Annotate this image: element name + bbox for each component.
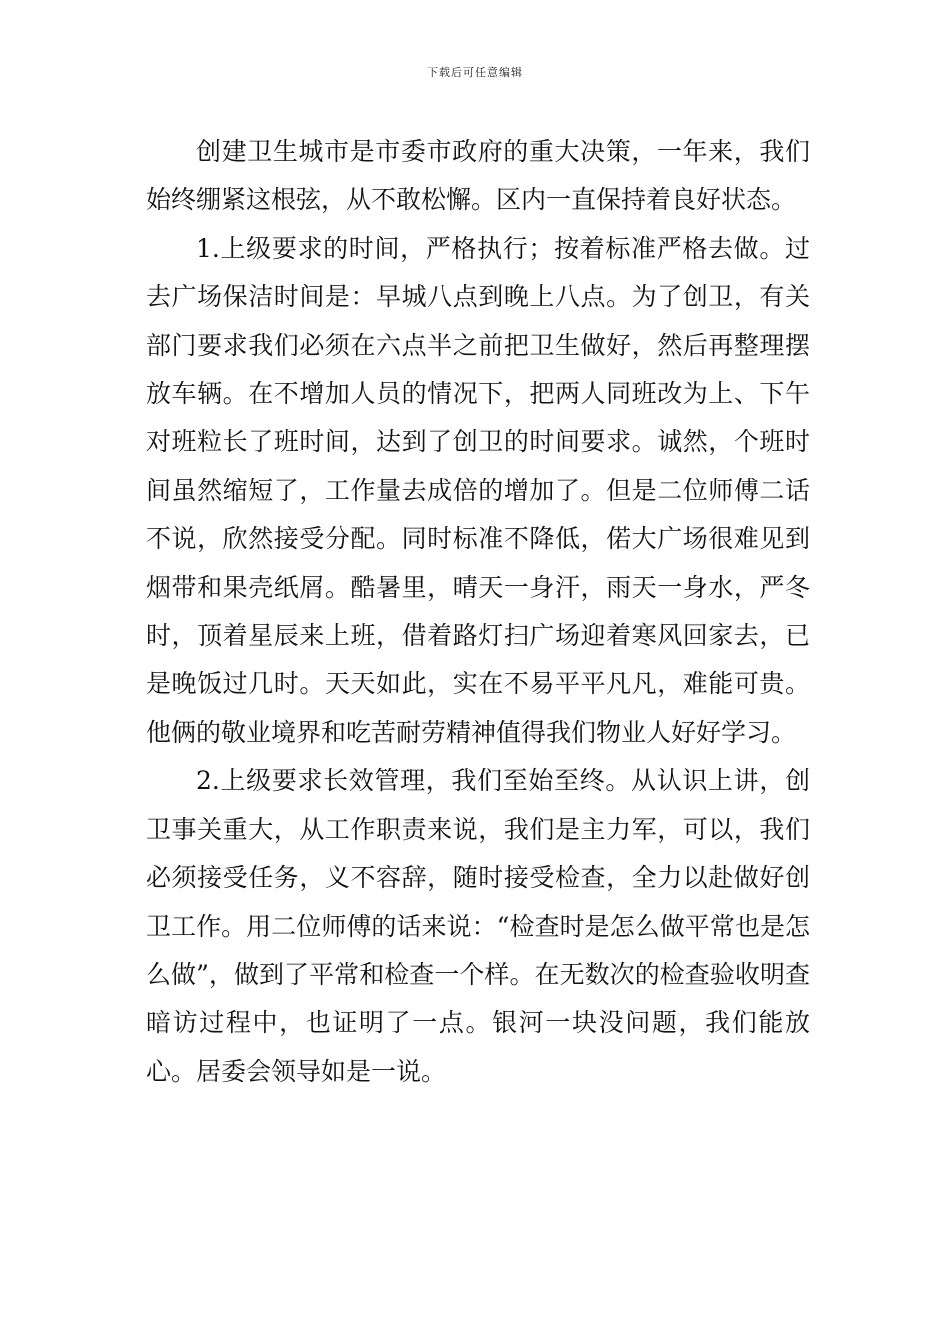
- paragraph-item-1: 1.上级要求的时间，严格执行；按着标准严格去做。过去广场保洁时间是：早城八点到晚上八点。为了创卫，有关部门要求我们必须在六点半之前把卫生做好，然后再整理摆放车辆。在不增加人员的情况下，把两人同班改为上、下午对班粒长了班时间，达到了创卫的时间要求。诚然，个班时间虽然缩短了，工作量去成倍的增加了。但是二位师傅二话不说，欣然接受分配。同时标准不降低，偌大广场很难见到烟带和果壳纸屑。酷暑里，晴天一身汗，雨天一身水，严冬时，顶着星辰来上班，借着路灯扫广场迎着寒风回家去，已是晚饭过几时。天天如此，实在不易平平凡凡，难能可贵。他俩的敬业境界和吃苦耐劳精神值得我们物业人好好学习。: [146, 233, 810, 747]
- page-header-note: 下载后可任意编辑: [427, 66, 523, 79]
- paragraph-item-2: 2.上级要求长效管理，我们至始至终。从认识上讲，创卫事关重大，从工作职责来说，我们是主力军，可以，我们必须接受任务，义不容辞，随时接受检查，全力以赴做好创卫工作。用二位师傅的话来说：“检查时是怎么做平常也是怎么做”，做到了平常和检查一个样。在无数次的检查验收明查暗访过程中，也证明了一点。银河一块没问题，我们能放心。居委会领导如是一说。: [146, 766, 810, 1086]
- document-body: [146, 128, 810, 1096]
- paragraph-intro: 创建卫生城市是市委市政府的重大决策，一年来，我们始终绷紧这根弦，从不敢松懈。区内一直保持着良好状态。: [146, 137, 810, 215]
